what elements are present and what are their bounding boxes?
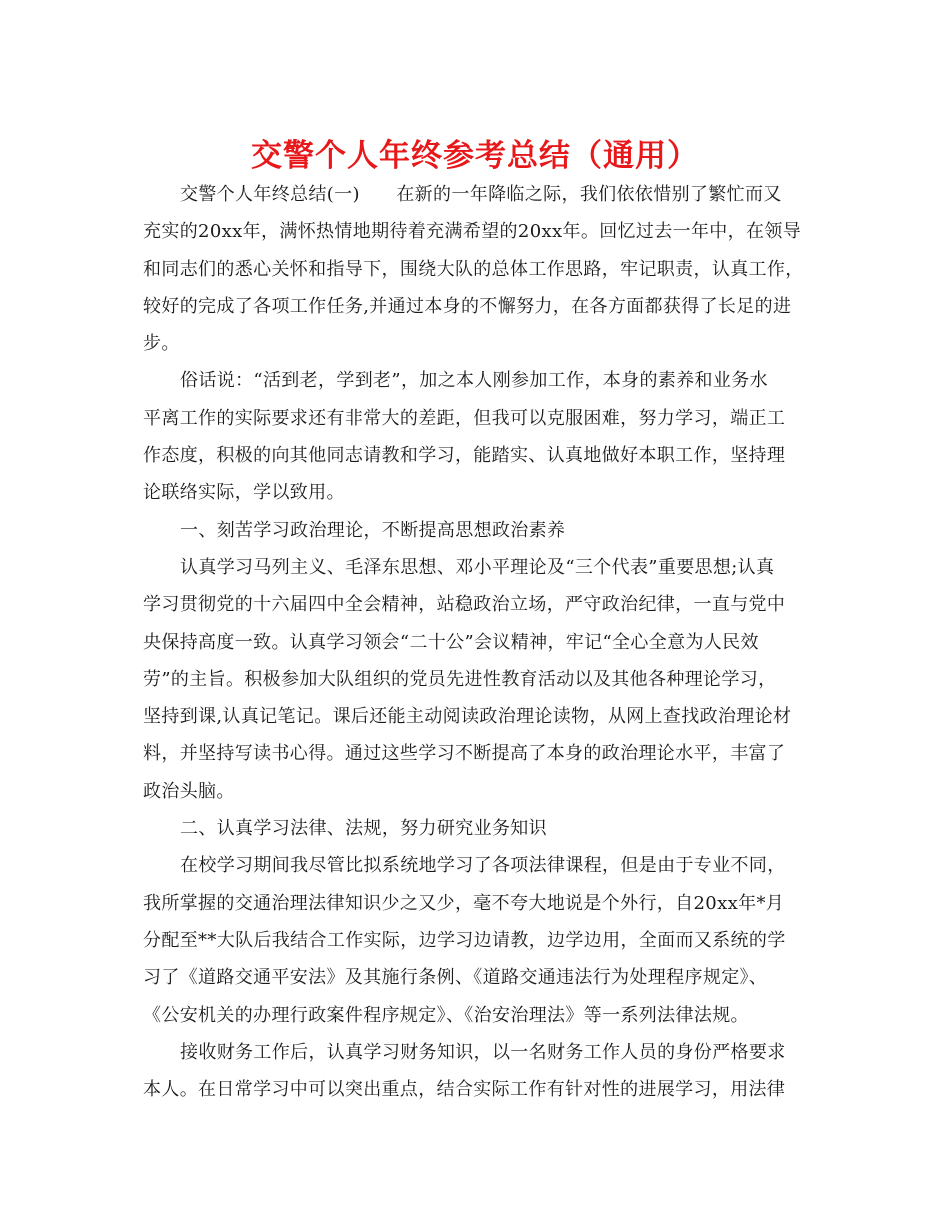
text-line: 论联络实际，学以致用。 <box>143 482 345 504</box>
text-line: 和同志们的悉心关怀和指导下，围绕大队的总体工作思路，牢记职责，认真工作， <box>143 258 804 280</box>
text-line: 习了《道路交通平安法》及其施行条例、《道路交通违法行为处理程序规定》、 <box>143 967 768 989</box>
text-line: 料，并坚持写读书心得。通过这些学习不断提高了本身的政治理论水平，丰富了 <box>143 743 786 765</box>
text-line: 平离工作的实际要求还有非常大的差距，但我可以克服困难，努力学习，端正工 <box>143 407 786 429</box>
text-line: 劳”的主旨。积极参加大队组织的党员先进性教育活动以及其他各种理论学习， <box>143 668 777 690</box>
text-line: 充实的20xx年，满怀热情地期待着充满希望的20xx年。回忆过去一年中，在领导 <box>143 221 802 243</box>
text-line: 一、刻苦学习政治理论，不断提高思想政治素养 <box>180 519 566 541</box>
text-line: 交警个人年终总结(一) 在新的一年降临之际，我们依依惜别了繁忙而又 <box>180 184 782 205</box>
text-line: 我所掌握的交通治理法律知识少之又少，毫不夸大地说是个外行，自20xx年*月 <box>143 892 785 914</box>
text-line: 俗话说：“活到老，学到老”，加之本人刚参加工作，本身的素养和业务水 <box>180 370 768 392</box>
text-line: 接收财务工作后，认真学习财务知识，以一名财务工作人员的身份严格要求 <box>180 1041 786 1063</box>
text-line: 在校学习期间我尽管比拟系统地学习了各项法律课程，但是由于专业不同， <box>180 855 786 877</box>
text-line: 步。 <box>143 333 180 355</box>
text-line: 央保持高度一致。认真学习领会“二十公”会议精神，牢记“全心全意为人民效 <box>143 631 759 653</box>
document-body <box>143 176 811 1108</box>
text-line: 坚持到课,认真记笔记。课后还能主动阅读政治理论读物，从网上查找政治理论材 <box>143 706 792 728</box>
text-line: 二、认真学习法律、法规，努力研究业务知识 <box>180 818 547 840</box>
text-line: 认真学习马列主义、毛泽东思想、邓小平理论及“三个代表”重要思想;认真 <box>180 556 775 578</box>
text-line: 《公安机关的办理行政案件程序规定》、《治安治理法》等一系列法律法规。 <box>143 1004 749 1026</box>
document-title: 交警个人年终参考总结（通用） <box>251 138 699 174</box>
text-line: 政治头脑。 <box>143 780 235 802</box>
text-line: 本人。在日常学习中可以突出重点，结合实际工作有针对性的进展学习，用法律 <box>143 1079 786 1101</box>
text-line: 分配至**大队后我结合工作实际，边学习边请教，边学边用，全面而又系统的学 <box>143 929 786 951</box>
text-line: 较好的完成了各项工作任务,并通过本身的不懈努力，在各方面都获得了长足的进 <box>143 295 792 317</box>
text-line: 作态度，积极的向其他同志请教和学习，能踏实、认真地做好本职工作，坚持理 <box>143 445 786 467</box>
text-line: 学习贯彻党的十六届四中全会精神，站稳政治立场，严守政治纪律，一直与党中 <box>143 594 786 616</box>
